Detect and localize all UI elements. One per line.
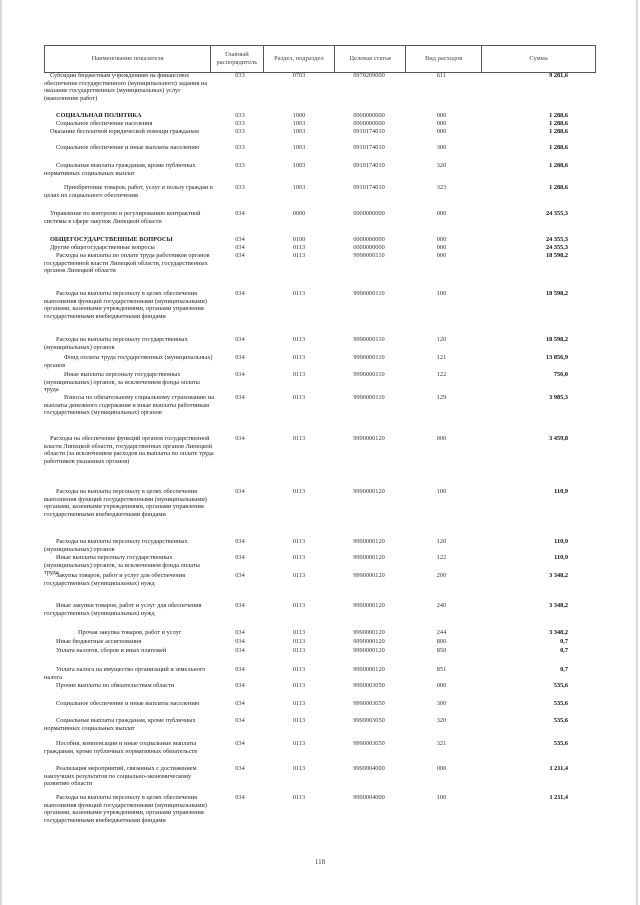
cell-vr: 000 [436,236,447,243]
cell-vr: 000 [436,120,447,127]
cell-gl: 034 [235,354,245,361]
cell-cs: 9990003050 [353,740,385,747]
cell-sum: 3 985,3 [549,394,568,401]
cell-sum: 110,9 [554,488,568,495]
cell-vr: 000 [436,210,447,217]
cell-gl: 034 [235,538,245,545]
cell-name: Расходы на выплаты по оплате труда работников органов государственной власти Липецкой области, государственных органов Липецкой области [44,252,210,275]
cell-gl: 034 [235,740,245,747]
cell-sum: 110,9 [554,554,568,561]
cell-gl: 034 [235,717,245,724]
cell-gl: 034 [235,765,245,772]
cell-rz: 0703 [292,72,306,79]
cell-sum: 24 355,3 [545,236,568,243]
cell-gl: 034 [235,682,245,689]
cell-name: Социальное обеспечение населения [56,120,153,127]
cell-name: Управление по контролю и регулированию контрактной системы в сфере закупок Липецкой области [44,210,201,225]
cell-vr: 120 [436,336,447,343]
cell-gl: 034 [235,602,245,609]
cell-cs: 9990000120 [353,435,385,442]
cell-rz: 0113 [292,435,306,442]
cell-name: Социальные выплаты гражданам, кроме публичных нормативных социальных выплат [44,162,196,177]
cell-sum: 9 281,6 [549,72,568,79]
cell-vr: 100 [436,488,447,495]
cell-vr: 320 [436,162,447,169]
cell-sum: 0,7 [560,666,568,673]
scan-edge-right [636,0,638,905]
cell-name: Фонд оплаты труда государственных (муниципальных) органов [44,354,213,369]
cell-cs: 0970209000 [353,72,385,79]
cell-vr: 100 [436,794,447,801]
cell-name: Иные выплаты персоналу государственных (муниципальных) органов, за исключением фонда оплаты труда [44,371,200,394]
cell-name: Приобретение товаров, работ, услуг в пользу граждан в целях их социального обеспечения [44,184,213,199]
cell-rz: 0113 [292,371,306,378]
cell-rz: 1003 [292,184,306,191]
cell-cs: 9990003050 [353,682,385,689]
cell-gl: 034 [235,244,245,251]
cell-vr: 000 [436,112,447,119]
cell-gl: 034 [235,647,245,654]
cell-sum: 3 348,2 [549,602,568,609]
cell-cs: 9990000110 [353,252,385,259]
cell-sum: 1 288,6 [549,128,568,135]
cell-gl: 033 [235,184,245,191]
table-header [44,45,596,73]
cell-vr: 851 [436,666,447,673]
cell-name: Расходы на выплаты персоналу в целях обеспечения выполнения функций государственными (муниципальными) органами, казенными учреждениями, органами управления государственными внебюджетными фондами [44,794,207,825]
header-summa: Сумма [482,46,596,73]
cell-sum: 535,6 [553,700,568,707]
cell-vr: 000 [436,682,447,689]
cell-cs: 0910174010 [353,184,385,191]
cell-sum: 24 355,3 [545,210,568,217]
cell-vr: 000 [436,252,447,259]
cell-cs: 0000000000 [353,112,385,119]
page-number: 118 [314,858,326,866]
cell-rz: 0113 [292,740,306,747]
cell-gl: 034 [235,394,245,401]
cell-gl: 034 [235,210,245,217]
cell-name: Реализация мероприятий, связанных с достижением наилучших результатов по социально-экономическому развитию области [44,765,197,788]
cell-gl: 034 [235,488,245,495]
cell-gl: 033 [235,72,245,79]
cell-sum: 535,6 [553,682,568,689]
cell-sum: 1 288,6 [549,120,568,127]
header-name: Наименование показателя [45,46,211,73]
cell-cs: 9990004000 [353,765,385,772]
cell-vr: 000 [436,244,447,251]
cell-cs: 0910174010 [353,162,385,169]
header-razdel: Раздел, подраздел [263,46,335,73]
cell-name: Уплата налога на имущество организаций и земельного налога [44,666,206,681]
cell-name: Расходы на выплаты персоналу в целях обеспечения выполнения функций государственными (муниципальными) органами, казенными учреждениями, органами управления государственными внебюджетными фондами [44,290,207,321]
cell-gl: 034 [235,638,245,645]
cell-rz: 1003 [292,144,306,151]
cell-vr: 120 [436,538,447,545]
cell-gl: 034 [235,700,245,707]
cell-rz: 0113 [292,394,306,401]
cell-name: Закупка товаров, работ и услуг для обеспечения государственных (муниципальных) нужд [44,572,186,587]
cell-name: Социальное обеспечение и иные выплаты населению [56,144,200,151]
cell-cs: 9990000120 [353,666,385,673]
cell-vr: 611 [436,72,447,79]
cell-cs: 9990000120 [353,572,385,579]
cell-sum: 1 288,6 [549,184,568,191]
cell-vr: 323 [436,184,447,191]
header-cel: Целевая статья [335,46,406,73]
cell-gl: 034 [235,290,245,297]
cell-rz: 0113 [292,700,306,707]
cell-vr: 300 [436,700,447,707]
cell-cs: 9990003050 [353,717,385,724]
cell-cs: 9990000110 [353,354,385,361]
cell-gl: 033 [235,128,245,135]
cell-gl: 033 [235,144,245,151]
cell-gl: 033 [235,120,245,127]
cell-sum: 3 348,2 [549,572,568,579]
cell-cs: 9990000120 [353,488,385,495]
scan-edge-left [0,0,2,905]
cell-cs: 9990003050 [353,700,385,707]
cell-sum: 1 288,6 [549,144,568,151]
cell-gl: 033 [235,112,245,119]
cell-name: Взносы по обязательному социальному страхованию на выплаты денежного содержания и иные выплаты работникам государственных (муниципальных) органов [44,394,215,417]
cell-cs: 9990000120 [353,647,385,654]
cell-vr: 000 [436,765,447,772]
cell-sum: 1 288,6 [549,162,568,169]
cell-rz: 0113 [292,554,306,561]
cell-rz: 0100 [292,236,306,243]
cell-gl: 034 [235,629,245,636]
cell-vr: 200 [436,572,447,579]
cell-rz: 0113 [292,629,306,636]
cell-rz: 0113 [292,336,306,343]
cell-cs: 9990000120 [353,554,385,561]
cell-vr: 122 [436,371,447,378]
cell-rz: 0113 [292,765,306,772]
cell-gl: 034 [235,666,245,673]
cell-cs: 9990004000 [353,794,385,801]
cell-sum: 0,7 [560,647,568,654]
cell-name: Расходы на обеспечение функций органов государственной власти Липецкой области, государственных органов Липецкой области (за исключением расходов на выплаты по оплате труда работников указанных органов) [44,435,214,466]
cell-vr: 244 [436,629,447,636]
cell-rz: 0113 [292,252,306,259]
cell-sum: 18 598,2 [545,336,568,343]
cell-vr: 000 [436,128,447,135]
cell-name: Иные закупки товаров, работ и услуг для обеспечения государственных (муниципальных) нужд [44,602,202,617]
cell-rz: 0113 [292,794,306,801]
cell-cs: 9990000110 [353,336,385,343]
cell-gl: 034 [235,435,245,442]
cell-rz: 1003 [292,120,306,127]
cell-vr: 122 [436,554,447,561]
cell-sum: 18 598,2 [545,252,568,259]
cell-sum: 1 288,6 [549,112,568,119]
cell-vr: 129 [436,394,447,401]
cell-sum: 110,9 [554,538,568,545]
cell-cs: 9990000110 [353,394,385,401]
cell-name: Социальные выплаты гражданам, кроме публичных нормативных социальных выплат [44,717,196,732]
cell-sum: 756,0 [553,371,568,378]
cell-gl: 034 [235,554,245,561]
cell-sum: 24 355,3 [545,244,568,251]
cell-vr: 321 [436,740,447,747]
cell-rz: 0113 [292,538,306,545]
cell-rz: 0113 [292,682,306,689]
cell-name: Иные выплаты персоналу государственных (муниципальных) органов, за исключением фонда оплаты труда [44,554,200,577]
cell-name: Расходы на выплаты персоналу государственных (муниципальных) органов [44,336,188,351]
cell-vr: 121 [436,354,447,361]
cell-rz: 0113 [292,290,306,297]
cell-rz: 0113 [292,647,306,654]
cell-vr: 240 [436,602,447,609]
cell-name: Уплата налогов, сборов и иных платежей [56,647,167,654]
cell-rz: 0113 [292,488,306,495]
cell-vr: 300 [436,144,447,151]
cell-rz: 0113 [292,354,306,361]
cell-sum: 535,6 [553,740,568,747]
cell-cs: 0000000000 [353,244,385,251]
cell-gl: 034 [235,336,245,343]
cell-rz: 1003 [292,162,306,169]
cell-cs: 9990000110 [353,371,385,378]
cell-vr: 800 [436,638,447,645]
cell-rz: 0113 [292,638,306,645]
cell-rz: 0113 [292,717,306,724]
cell-sum: 13 856,9 [545,354,568,361]
cell-name: СОЦИАЛЬНАЯ ПОЛИТИКА [56,112,142,119]
cell-sum: 1 211,4 [549,794,568,801]
cell-gl: 034 [235,371,245,378]
cell-name: ОБЩЕГОСУДАРСТВЕННЫЕ ВОПРОСЫ [50,236,173,243]
header-vid: Вид расходов [406,46,482,73]
cell-sum: 3 348,2 [549,629,568,636]
cell-rz: 1000 [292,112,306,119]
cell-name: Субсидии бюджетным учреждениям на финансовое обеспечение государственного (муниципального) задания на оказание государственных (муниципальных) услуг (выполнение работ) [44,72,208,103]
cell-cs: 9990000120 [353,638,385,645]
cell-name: Пособия, компенсации и иные социальные выплаты гражданам, кроме публичных нормативных обязательств [44,740,198,755]
cell-cs: 0910174010 [353,144,385,151]
cell-rz: 0113 [292,602,306,609]
cell-gl: 034 [235,252,245,259]
cell-rz: 0113 [292,666,306,673]
cell-cs: 0000000000 [353,236,385,243]
cell-rz: 1003 [292,128,306,135]
header-glavn: Главный распорядитель [211,46,263,73]
cell-gl: 034 [235,794,245,801]
cell-sum: 18 598,2 [545,290,568,297]
cell-sum: 1 211,4 [549,765,568,772]
cell-rz: 0113 [292,244,306,251]
cell-name: Прочие выплаты по обязательствам области [56,682,175,689]
cell-rz: 0113 [292,572,306,579]
cell-cs: 0910174010 [353,128,385,135]
cell-rz: 0000 [292,210,306,217]
cell-cs: 9990000120 [353,602,385,609]
cell-cs: 9990000120 [353,629,385,636]
cell-name: Иные бюджетные ассигнования [56,638,142,645]
cell-sum: 3 459,8 [549,435,568,442]
cell-name: Другие общегосударственные вопросы [50,244,155,251]
cell-name: Оказание бесплатной юридической помощи гражданам [50,128,199,135]
cell-gl: 034 [235,572,245,579]
cell-name: Расходы на выплаты персоналу в целях обеспечения выполнения функций государственными (муниципальными) органами, казенными учреждениями, органами управления государственными внебюджетными фондами [44,488,207,519]
cell-vr: 320 [436,717,447,724]
cell-sum: 0,7 [560,638,568,645]
cell-cs: 0000000000 [353,120,385,127]
cell-sum: 535,6 [553,717,568,724]
cell-name: Социальное обеспечение и иные выплаты населению [56,700,200,707]
cell-name: Прочая закупка товаров, работ и услуг [78,629,182,636]
cell-cs: 9990000110 [353,290,385,297]
cell-name: Расходы на выплаты персоналу государственных (муниципальных) органов [44,538,188,553]
cell-vr: 850 [436,647,447,654]
cell-vr: 000 [436,435,447,442]
cell-cs: 0000000000 [353,210,385,217]
cell-cs: 9990000120 [353,538,385,545]
cell-gl: 033 [235,162,245,169]
cell-gl: 034 [235,236,245,243]
cell-vr: 100 [436,290,447,297]
